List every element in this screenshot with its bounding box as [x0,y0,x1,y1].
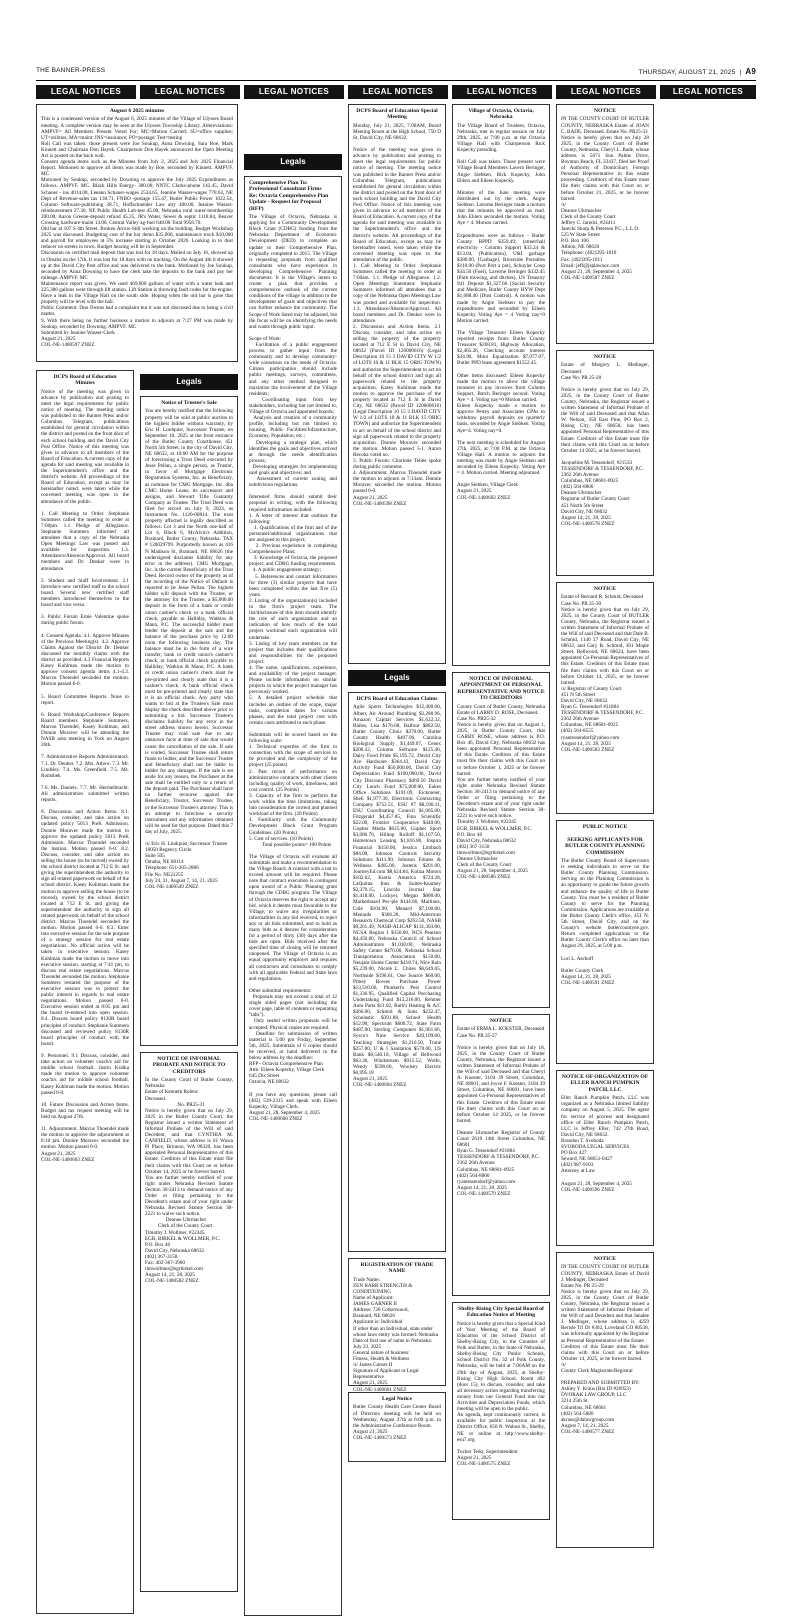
issue-date: THURSDAY, AUGUST 21, 2025 [638,69,736,76]
legal-notices-header: LEGAL NOTICES [556,85,656,99]
notice-body: IN THE COUNTY COURT OF BUTLER COUNTY, NEBRASKA Estate of JOAN C. BADE, Deceased. Estate No. PR25-33 Notice is hereby given that on July 28 2025, in the County Court of Butler County, Nebraska, Cheryl L. Bade, whose address is 5071 Sun Palms Drive, Boynton Beach, FL 33437, filed her Proof of Authority of Domiciliary Foreign Personal Representative in this estate proceeding. Creditors of this Estate must file their claims with this Court on or before October 21, 2025, or be forever barred. /s/ Deanne Uhrmacher Clerk of the County Court Jeffrey C. Jarecki, #24411 Jarecki Sharp & Petersen P.C., L.L.O. 525 W State Street P.O. Box 106 Albion, NE 68620 Telephone: (402)395-1010 Fax: (402)395-1011 Email: jeff@jsplawnoc.com August 21, 28, September 4, 2025 COL-NE-1400587 ZNEZ [561,116,649,281]
notice-legal [348,1392,446,1462]
page-masthead: THE BANNER-PRESS THURSDAY, AUGUST 21, 2025 | A9 [36,67,756,76]
notice-title: NOTICE [593,354,617,360]
notice-body: The Butler County Board of Supervisors is seeking individuals to serve on the Butler County Planning Commission. Serving on the Planning Commission is an opportunity to guide the future growth and enhance the quality of life in Butler County. You must be a resident of Butler County to serve for the Planning Commission. Applications are available at the Butler County Clerk's office, 451 N. 5th Street, David City, and on the County's website butlercountyne.gov. Return completed applications to the Butler County Clerk's office no later than August 29, 2025, at 5:00 p.m. Lori L. Aschoff Butler County Clerk August 14, 21, 28, 2025 COL-NE-1400591 ZNEZ [561,858,649,986]
notice-title: REGISTRATION OF TRADE NAME [360,1262,434,1275]
legal-notices-header: LEGAL NOTICES [36,85,136,99]
notice-koester-estate [452,1014,550,1296]
notice-dcps-claims [348,692,446,1252]
notice-body: Estate of ERMA L. KOESTER, Deceased Case No. PR 25-27 Notice is hereby given that on July 18, 2025, in the County Court of Butler County, Nebraska, the Registrar issued a written Statement of Informal Probate of the Will of said Deceased and that Cheryl A. Koester, 3104 39 Street, Columbus, NE 68601, and Joyce F. Koester, 3104 39 Street, Columbus, NE 68601, have been appointed Co-Personal Representatives of this Estate. Creditors of this Estate must file their claims with this Court on or before October 14 2025, or be forever barred. Deanne Uhrmacher Registrar of County Court 2610 14th Street Columbus, NE 68601 Ryan G. Tessendorf #21884 TESSENDORF & TESSENDORF, P.C. 2362 26th Avenue Columbus, NE 68601-0925 (402) 564-8800 ryantessendorf@yahoo.com August 14, 21, 28, 2025 COL-NE-1400579 ZNEZ [457,1026,545,1197]
notice-title: Notice of Trustee's Sale [161,400,217,406]
column-3 [244,104,342,1620]
column-2 [140,370,238,1620]
notice-title: Comprehensive Plan To: Professional Consultant Firms Re: Octavia Comprehensive Plan Update - Request for Proposal (RFP) [249,180,329,212]
notice-ulysses-minutes [36,104,238,362]
notice-title: NOTICE [593,1256,617,1262]
notice-medinger-david [556,1252,654,1548]
notice-probate [140,1052,238,1592]
notice-title: NOTICE OF ORGANIZATION OF ELLER RANCH PUMPKIN PATCH, LLC [561,1074,649,1093]
notice-body: The Village Board of Trustees, Octavia, Nebraska, met in regular session on July 29th, 2025, at 7:00 p.m. at the Octavia Village Hall with Chairperson Rick Kopecky presiding. Roll Call was taken. Those present were Village Board Members Lavern Beringer, Angie Siebken, Rick Kopecky, John Ehlers and Eileen Kopecky. Minutes of the June meeting were distributed out by the clerk. Angie Siebken. Laverne Beringer made a motion that the minutes be approved as read. John Ehlers seconded the motion. Voting Aye = 4. Motion carried. Expenditures were as follows - Butler County RPPD $359.49; (street/hall electricity - Column Support $33.24 & $13.04, (Publication), U&I garbage $380.00, (Garbage), Riverside Portables $110.00 (Port Port a pot), Schuyler Coop $34.50 (Fuel), Laverne Beringer $332.45 (Park mowing, and ditches), US Treasury 941 Deposit $1,327.66 (Social Security and Medicare, Butler County HYW Dept $1,688.40 (Dust Control). A motion was made by Angie Siebken to pay the expenditures and seconded by Eileen Kopecky Voting Aye = 4 Voting nay=0 Motion carried. The Village Treasurer Eileen Kopecky reported receipts from: Butler County Treasurer $268.81, Highway Allocation, $2,465.26, Checking account interest $34.90, Muni Equalization $7,077.07, Butler PPD lease agreement $1552.45. Other items discussed: Eileen Kopecky made the motion to allow the village treasurer to pay invoices from Column Support, Butch Beringer second. Voting Aye = 4. Voting nay=0 Motion carried. Eileen Kopecky made a motion to approve Petrey and Associates CPAs to withdraw payroll deposits on quarterly basis, seconded by Angie Siebken. Voting Aye=4. Voting nay=0. The next meeting is scheduled for August 27th, 2025, at 7:00 P.M. at the Octavia Village Hall. A motion to adjourn the meeting was made by Angie Siebken and seconded by Eileen Kopecky. Voting Aye = 4. Motion carried. Meeting adjourned. Angie Siebken, Village Clerk August 21, 2025 COL-NE-1400602 ZNEZ [457,122,545,501]
notice-body: This is a condensed version of the August 6, 2025 minutes of the Village of Ulysses Board meeting. A complete version may be seen at the Ulysses Township Library. Abbreviations: AMPVF= All Members Present Voted For; MC=Motion Carried; SU=office supplies; UT=utilities; MA=maint; INS=insurance; PO=postage; Test=testing Roll Call was taken: those present were Joe Soukup, Anna Downing, Sara Boe, Mark Kinnett and Chairman Don Hayek. Chairperson Don Hayek announced the Open Meeting Act is posted on the back wall. Consent agenda items such as the Minutes from July 2, 2025 and July 2025 Financial Report. Motioned to approve all items was made by Boe, seconded by Kinnett. AMPVF. MC Motioned by Soukup, seconded by Downing to approve the July 2025 Expenditures as follows. AMPVF. MC. Black Hills Energy- 380.00, NNTC Clarks-phone 142.45, David Schauer - ins 4014.00, Leeann Schauer-wages 2534.65, Jeanine Wasser-wages 778.62, NE Dept of Revenue-sales tax 130.71, FNBO -postage 155.47, Butler Public Power 1022.54, Column Software-publishing 38.71, Hoffschneider Law atty 400.00, Jeanine Wasser-reimbursement 27.30, NE Public Health Lab-test 45.00, Nebraska rural water-membership 200.00, Aaron Greene-deposit refund 45.25, JR's Water, Sewer & septic 1118.84, Beaver Crossing hardware-maint 13.08, Central Valley ag-fuel 648.08 Total 9958.70. Old bar at 107 S 4th Street. Broken Arrow-Still working on the building. Budget Workshop 2025 was discussed. Budgeting cost of the bar demo $35,000, maintenance truck $10,000 and payroll for employees at 5% increase starting in October 2026. Looking in to dust reducer on streets in town. Budget hearing will be in September. Discussion on certified mail deposit that was lost for 18 days. Mailed on July 16, showed up in Omaha on the 17th. It was lost for 18 days with no tracking. On the August 4th it showed up at the David City Post office and was delivered to the bank. Motioned by Joe Soukup, seconded by Anna Downing to have the clerk take the deposits to the bank and pay her mileage. AMPVF. MC Maintenance report was given. We used 469,000 gallons of water with a water leak and 225,386 gallons went through lift station. Lift Station is throwing fault codes for the engine. Have a leak in the Village Hall on the south side. Hoping when the old bar is gone that property will be level with the hall. Public Comment: Don Owens had a complaint but it was not discussed due to being a civil matter. 9. With there being no further business a motion to adjourn at 7:27 PM was made by Soukup, seconded by Downing. AMPVF. MC Submitted by Jeanine Wasser-Clerk August 21, 2025 COL-NE-1400597 ZNEZ [41,116,233,348]
legal-notices-header: LEGAL NOTICES [452,85,552,99]
notice-dcps-special [348,104,446,664]
notice-title: NOTICE OF INFORMAL APPOINTMENT OF PERSONAL REPRESENTATIVE AND NOTICE TO CREDITORS [457,676,545,702]
notice-eller-ranch [556,1070,654,1246]
notice-title: DCPS Board of Education Minutes [53,374,117,387]
notice-title: Shelby-Rising City Special Board of Education Notice of Meeting [458,1306,544,1319]
notice-body: You are hereby notified that the following property will be sold at public auction to the highest bidder without warranty, by Eric H. Lindquist, Successor Trustee, on September 10, 2025 at the front entrance of the Butler County Courthouse, 451 North 5th Street, in the city of David City, NE 68632, at 10:00 AM for the purpose of foreclosing a Trust Deed executed by Jesse Pellan, a single person, as Trustor, in favor of Mortgage Electronic Registration Systems, Inc. as Beneficiary, as nominee for CMG Mortgage, Inc. dba CMG Home Loans, its successors and assigns, and Stewart Title Guaranty Company as Trustee. The Trust Deed was filed for record on July 9, 2023, as Instrument No. 1120-00814. The trust property affected is legally described as follows: Lot 3 and the North one-half of Lot 4, Block 6, McAlvin's Addition, Brainard, Butler County, Nebraska. TAX # 120029799. Purportedly known as 416 N Madison St, Brainard, NE 68626 (the undersigned disclaims liability for any error in the address). CMG Mortgage, Inc. is the current Beneficiary of the Trust Deed. Record owner of the property as of the recording of the Notice of Default is reported to be Jesse Pellan. The highest bidder will deposit with the Trustee, or the attorney for the Trustee, a $5,000.00 deposit in the form of a bank or credit union cashier's check or a bank official check, payable to Halliday, Watkins & Mann, P.C. The successful bidder must tender the deposit at the sale and the balance of the purchase price by 12:00 noon the following business day. The balance must be in the form of a wire transfer, bank or credit union's cashier's check, or bank official check payable to Halliday, Watkins & Mann, P.C. A bank or credit union cashier's check must be pre-printed and clearly state that it is a cashier's check. A bank official check must be pre-printed and clearly state that it is an official check. Any party who wants to bid at the Trustee's Sale must display the check described above prior to submitting a bid. Successor Trustee's disclaims liability for any error in the street address shown herein. Successor Trustee may void sale due to any unknown facts at time of sale that would cause the cancellation of the sale. If sale is voided, Successor Trustee shall return funds to bidder, and the Successor Trustee and Beneficiary shall not be liable to bidder for any damages. If the sale is set aside for any reason, the Purchaser at the sale shall be entitled only to a return of the deposit paid. The Purchaser shall have no further recourse against the Beneficiary, Trustor, Successor Trustee, or the Successor Trustee's attorney. This is an attempt to foreclose a security instrument and any information obtained will be used for that purpose. Dated this 7 day of July, 2025. /s/ Eric H. Lindquist, Successor Trustee 10050 Regency Circle Suite 505 Omaha, NE 68114 Telephone: 651-205-2886 File No. NE21255 July 24, 31, August 7, 14, 21, 2025 COL-NE-1400549 ZNEZ [145,408,233,890]
legal-notices-header: LEGAL NOTICES [348,85,448,99]
notice-body: IN THE COUNTY COURT OF BUTLER COUNTY, NEBRASKA Estate of David J. Medinger, Deceased Estate No. PR 25-29 Notice is hereby given that on July 29, 2025, in the County Court of Butler County, Nebraska, the Registrar issued a written Statement of Informal Probate of the Will of said Decedent and that Janalee J. Medinger, whose address is 4259 Rerisle Trl Dr #302, Loveland CO 80538, was informally appointed by the Registrar as Personal Representative of the Estate. Creditors of this Estate must file their claims with this Court on or before October 14, 2025, or be forever barred. /s/ County Clerk Magistrate/Registrar PREPARED AND SUBMITTED BY: Ashley Y. Kraus (Bar ID #26923) DVORAK LAW GROUP, LLC 3214 25th St. Columbus, NE 68601 (402) 564-5880 akraus@dalawgroup.com August 7, 14, 21, 2025 COL-NE-1400577 ZNEZ [561,1264,649,1435]
notice-body: The Village of Octavia, Nebraska is applying for a Community Development Block Grant (CDBG) funding from the Nebraska Department of Economic Development (DED) to complete an update to their Comprehensive Plan, originally completed in 2015. The Village is requesting proposals from qualified consultants who have experience in developing Comprehensive Planning documents. It is the Village's intent to create a plan that provides a comprehensive outlook of the current conditions of the village in addition to the development of goals and objectives that can further enhance the community. The Scope of Work listed may be adjusted, but the focus will be on identifying the needs and wants through public input. Scope of Work: Facilitation of a public engagement process to gather input from the community and to develop community-wide consensus on the needs of Octavia. Citizen participation should include public meetings, surveys, committees, and any other method designed to maximize the involvement of the Village residents; Coordinating input from key stakeholders, including but not limited to, Village of Octavia and appointed boards; Analysis and creation of a community profile, including but not limited to housing, Public Facilities/Infrastructure, Economy, Population, etc.; Developing a strategic plan, which identifies the goals and objectives arrived at through the needs identification process; Developing strategies for implementing said goals and objectives; and Assessment of current zoning and subdivision regulations. Interested firms should submit their proposal in writing, with the following required information included: 1. A letter of interest that outlines the following: 1. Qualifications of the firm and of the personnel/additional organizations that are assigned to this project; 2. Previous experience in completing Comprehensive Plans; 3. Knowledge of Octavia, the proposed project, and CDBG funding requirements. 4. A public engagement strategy; 5. References and contact information for three (3) similar projects that have been completed within the last five (5) years. 2. Listing of the organization(s) included in the firm's project team. The list/disclosure of this item should identify the role of each organization and an indication of how much of the total project workload each organization will undertake. 3. Listing of key team members on the project that includes their qualifications and responsibilities for the proposed project. 4. The name, qualifications, experience, and availability of the project manager. Please include information on similar projects in which the project manager has previously worked. 5. A detailed project schedule that includes an outline of the scope, major tasks, completion dates for various phases, and the total project cost with certain costs attributed to each phase. Submittals will be scored based on the following scale: 1. Technical expertise of the firm in connection with the scope of services to be provided and the complexity of the project (25 points) 2. Past record of performance on administrative contracts with other clients including quality of work, timeliness, and cost control. (25 Points) 3. Capacity of the firm to perform the work within the time limitations, taking into consideration the current and planned workload of the firm. (20 Points) 4. Familiarity with the Community Development Block Grant Program Guidelines. (20 Points) 5. Cost of services. (10 Points) Total possible points= 100 Points The Village of Octavia will evaluate all submittals and make a recommendation to the Village Board. A contract with a not to exceed amount will be required. Please note that contract execution is contingent upon award of a Public Planning grant through the CDBG program. The Village of Octavia reserves the right to accept any bid, which it deems most favorable to the Village, to waive any irregularities or informalities in any bid received, to reject any or all bids submitted, and to hold as many bids as it desires for consideration for a period of thirty (30) days after the bids are open. Bids received after the specified time of closing will be returned unopened. The Village of Octavia is an equal opportunity employer and requires all contractors and consultants to comply with all applicable Federal and State laws and regulations. Other submittal requirements: Proposals may not exceed a total of 12 single sided pages (not including the cover page, table of contents or separating "tabs"). Only sealed written proposals will be accepted. Physical copies are required. Deadline for submission of written material is 5:00 pm Friday, September 5th, 2025. Submittals of 6 copies should be received, or hand delivered to the below address by the deadline: RFP - Octavia Comprehensive Plan Attn: Eileen Kopecky, Village Clerk 645 Dix Street Octavia, NE 68632 If you have any questions, please call (402) 539-2315 and speak with Eileen Kopecky, Village Clerk. August 21, 28, September 4, 2025 COL-NE-1400600 ZNEZ [249,214,338,1122]
notice-body: Estate of Margory L. Medinger, Deceased. Case No. PR 25-28 Notice is hereby given that on July 29, 2025, in the County Court of Butler County, Nebraska, the Registrar issued a written Statement of Informal Probate of the Will of said Deceased and that Allan W. Nelson, 350 East Pine, PO Box 2, Rising City, NE 68658, has been appointed Personal Representative of this Estate. Creditors of this Estate must file their claims with this Court on or before October 14 2025, or be forever barred. Jacqueline M. Tessendorf, #21533 TESSENDORF & TESSENDORF, P.C. 2362 26th Avenue Columbus, NE 68601-0925 (402) 564-8800 Deanne Uhrmacher Registrar of Butler County Court 451 North 5th Street David City, NE 68632 August 14, 21, 28, 2025 COL-NE-1400578 ZNEZ [561,362,649,527]
notice-body: Trade Name: ZEN BARR STRENGTH & CONDITIONING Name of Applicant: JAMES GARNER II Address: 720 Cottonwood, Brainard, NE 68626 Applicant is: Individual If other than an Individual, state under whose laws entity was formed: Nebraska Date of first use of name in Nebraska: July 23, 2025 General nature of business: Fitness, Health & Wellness /s/ James Garner II Signature of Applicant or Legal Representative August 21, 2025 COL-NE-1400601 ZNEZ [353,1276,439,1393]
notice-body: County Court of Butler County, Nebraska Estate of LARRY D. ROSE, Deceased. Case No. PR25-32 Notice is hereby given that on August 1, 2025, in Butler County Court, that GARRY ROSE, whose address is P.O. Box 46, David City, Nebraska 68632 has been appointed Personal Representative of this Estate. Creditors of this Estate must file their claims with this Court on or before October 1, 2025 or be forever barred. You are further hereby notified of your right under Nebraska Revised Statute Section 30-2413 to demand notice of any Order or filing pertaining to the Decedent's estate and of your right under Nebraska Revised Statute Section 30-2221 to waive such notice. Timothy J. Wollmer, #22345 EGR, BIRKEL & WOLLMER, P.C. P.O. Box 46 David City, Nebraska 68632 (402) 367-3158 timwollmer@egrbirkel.com Deanne Uhrmacher Clerk of the County Court August 21, 28, September 4, 2025 COL-NE-1400586 ZNEZ [457,703,545,881]
notice-title: NOTICE [593,586,617,592]
notice-body: Notice is hereby given that a Special Kind of Year Meeting of the Board of Education of the School District of Shelby-Rising City, in the Counties of Polk and Butler, in the State of Nebraska, Shelby-Rising City Public Schools, School District No. 32 of Polk County, Nebraska, will be held at 7:00AM on the 29th day of August, 2025, at Shelby-Rising City High School, Room 402 (door 15), to discuss, consider, and take all necessary action regarding transferring money from our General Fund into our Activities and Depreciation Funds, which meeting will be open to the public. An agenda, kept continuously current, is available for public inspection at the District Office, 650 N. Walnut St., Shelby, NE or online at http://www.shelby-esu7.org Tucker Teikr, Superintendent August 21, 2025 COL-NE-1400575 ZNEZ [457,1320,545,1467]
page-number: A9 [745,67,756,76]
notice-title: DCPS Board of Education Special Meeting [356,108,438,121]
notice-body: Estate of Bernard R. Schmid, Deceased Case No. PR 25-30 Notice is hereby given that on July 29, 2025, in the County Court of BUTLER County, Nebraska, the Registrar issued a written Statement of Informal Probate of the Will of said Deceased and that Dale B. Schmid, 1140 37 Road, David City, NE 68632, and Gary R. Schmid, 301 Maple Street, Bellwood, NE 68624, have been appointed Co-Personal Representatives of this Estate. Creditors of this Estate must file their claims with this Court on or before October 14, 2025, or be forever barred. /s/ Registrar of County Court 451 N 5th Street David City, NE 68632 Ryan G. Tessendorf #21884 TESSENDORF & TESSENDORF, P.C. 2362 26th Avenue Columbus, NE 68601-0925 (402) 564-8555 ryantessendorf@yahoo.com August 14, 21, 28, 2025 COL-NE-1400583 ZNEZ [561,594,649,753]
section-header-row [36,85,756,99]
legal-notices-header: LEGAL NOTICES [244,85,344,99]
notice-body: Agile Sports Technologies $12,400.00, Albers Air Around Plumbing $2,288.96, Amazon Capital Services $1,622.32, Bailes, Lisa $176.68, Balfour $882.50, Butler County Clinic $370.00, Butler County Health $407.96, Carolina Biological Supply $1,449.07, Cenex $206.32, Column Software $125.40, Dairy Food Pride $5,195.72, David City Ace Hardware $364.43, David City Activity Fund $50,000.00, David City Depreciation Fund $100,000.00, David City Discount Pharmacy $469.56 David City Lunch Fund $75,000.00, Eakes Office Solutions $191.09, Eickmeier, Sheli $1,977.30, Electronic Contracting Company $752.51, ESU #7 $8,190.11, ESU Coordinating Council $1,065.00, Fitzgerald $4,457.85, Finn Scientific $22.00, Frontier Cooperative $440.00, Gopher Media $625.00, Gopher Sport $3,086.76, Hilltop Rolloff $1,107.50, Hometown Leasing $1,816.86, Inspira Financial $150.00, Jessica Limbach $84.00, Johnson Controls Security Solutions $111.90, Johnson Fitness & Wellness $405.00, Jostens $201.00, JourneyEd.com $8,624.84, Kobza Motors $102.62, Kurtis America $724.28, LaQuinta Inns & Suites-Kearney $2,379.15, Lincoln Journal Star $1,418.00, Lockyer, Megan $800.00, Marketboard Pec-ple $144.66, Martinez, Cole $104.90, Menard $7,100.00, Menards $366.28, Mid-American Research Chemical Corp $263.50, NASB $9,261.49, NASB-ALICAP $131,303.00, NCSA Region I $150.00, NCS Pearson $4,450.00, Nebraska Council of School Administrators $1,010.00, Nebraska Safety Center $470.00, Nebraska School Transportation Association $150.00, Neujahr Home Center $418.74, Nice Rain $5,239.00, Nicole L. Chiles $6,649.05, Northside $196.61, One Source $60.00, Pitney Bowes Purchase Power $13,510.66, Plunkett's Pest Control $1,336.95, Qualified Capital Purchasing Undertaking Fund $13,216.00, Rehmer Auto Parts $11.82, Ruth's Heating & A/C $366.00, Schmid & Sons $232.47, Scholastic $391.88, School Health $12.90, Spectrum $600.72, State Farm $487.00, Sterling Computers $1,961.66, Sysco's Nine Service $20,109.60, Teaching Strategies $1,210.50, Trane $257.00, U & I Sanitation $570.00, US Bank $6,540.18, Village of Bellwood $63.30, Windstream $915.52, Wolfe, Wendy $598.60, Woolsey Electric $6,995.18 August 21, 2025 COL-NE-1400604 ZNEZ [353,704,441,1089]
masthead-rule [36,80,756,81]
notice-body: Notice of the meeting was given in advance by publication and posting to meet the legal requirements for public notice of meeting. The meeting notice was published in the Banner Press and/or Columbus Telegram, publications established for general circulation within the district and posted on the front door of each school building and the David City Post Office. Notice of this meeting was given in advance to all members of the Board of Education. A current copy of the agenda for said meeting was available in the Superintendent's office and the district's website. All proceedings of the Board of Education, except as may be hereinafter noted, were taken while the convened meeting was open to the attendance of the public. 1. Call Meeting to Order. Stephanie Summers called the meeting to order at 7:00pm. 1.1 Pledge of Allegiance. Stephanie Summers informed all attendees that a copy of the Nebraska Open Meetings Law was posted and available for inspection. 1.3. Attendance/Absence/Approval. All board members and Dr. Denker were in attendance. 2. Student and Staff Involvement. 2.1 Introduce new certified staff to the school board. Several new certified staff members introduced themselves to the board and vice versa. 3. Public Forum Ernie Valentine spoke during public forum. 4. Consent Agenda. 4.1. Approve Minutes of the Previous Meeting(s). 4.2. Approve Claims Against the District Dr. Denker discussed the monthly claims with the district as provided. 4.3 Financial Reports Kasey Kuhlman made the motion to approve consent agenda items 4.1-4.3. Marcus Thoendel seconded the motion. Motion passed 6-0. 5. Board Committee Reports. None to report. 6. Board Workshop/Conference Reports Board members Stephanie Summers, Marcus Thoendel, Kasey Kuhlman, and Donnie Moravec will be attending the NASB area meeting in York on August 26th. 7. Administrative Reports Administrators. 7.1. Dr. Denker. 7.2. Mrs. Athow. 7.3. Mr. Lindsley. 7.4. Ms. Greenfield. 7.5. Ms. Romshek 7.6. Ms. Daniels. 7.7. Mr. Hermelbracht. All administration submitted written reports. 8. Discussion and Action Items. 8.1. Discuss, consider, and take action on updated policy 5013 PreK Admission. Donnie Moravec made the motion to approve the updated policy 5013 PreK Admission. Marcus Thoendel seconded the motion. Motion passed 6-0. 8.2. Discuss, consider, and take action on selling the house (to be moved) owned by the school district located at 712 E St. and giving the superintendent the authority to sign all related paperwork on behalf of the school district. Kasey Kuhlman made the motion to approve selling the house (to be moved), owned by the school district located at 712 E St. and giving the superintendent the authority to sign all related paperwork on behalf of the school district. Marcus Thoendel seconded the motion. Motion passed 6-0. 8.3. Enter into executive session for the sole purpose of a strategy session for real estate negotiations. No official action will be taken in executive session. Kasey Kuhlman made the motion to move into executive session, starting at 7:41 pm, to discuss real estate negotiations. Marcus Thoendel seconded the motion. Stephanie Summers restated the purpose of the executive session was to protect the public interest in regards to real estate negotiations. Motion passed 6-0. Executive session ended at 8:05 pm and the board re-entered into open session. 8.4. Discuss board policy 8130R board principles of conduct. Stephanie Summers discussed and reviewed policy 8130R board principles of conduct with the board. 9. Personnel. 9.1 Discuss, consider, and take action on volunteer coach/s aid for middle school football. Justin Kralka made the motion to approve volunteer coach/s aid for middle school football. Kasey Kuhlman made the motion. Motion passed 6-0. 10. Future Discussion and Action Items. Budget and tax request meeting will be held on August 27th. 11. Adjournment. Marcus Thoendel made the motion to approve the adjournment at 8:10 pm. Donnie Moravec seconded the motion. Motion passed 6-0. August 21, 2025 COL-NE-1400603 ZNEZ [41,388,130,1163]
notice-schmid-estate [556,582,654,814]
legals-bar: Legals [348,670,446,686]
notice-trustee-sale [140,396,238,1046]
notice-octavia-village [452,104,550,666]
column-1-2-top [36,104,238,366]
notice-trade-name [348,1258,446,1393]
column-1 [36,370,134,1620]
paper-name: THE BANNER-PRESS [36,67,106,74]
notice-comp-plan-rfp [244,176,342,1616]
legals-bar: Legals [244,154,342,170]
notice-medinger-estate [556,350,654,576]
column-4 [348,104,446,1620]
notice-shelby-rising [452,1302,550,1520]
legal-notices-header: LEGAL NOTICES [660,85,756,99]
legals-bar: Legals [140,374,238,390]
column-6 [556,104,654,1620]
notice-title: August 6 2025 minutes [109,108,165,114]
notice-title: PUBLIC NOTICE SEEKING APPLICANTS FOR BUTLER COUNTY PLANNING COMMISSION [565,824,645,856]
legal-notices-header: LEGAL NOTICES [140,85,240,99]
notice-body: Butler County Health Care Center Board of Directors meeting will be held on Wednesday, August 27th at 6:00 p.m. in the Administrative Conference Room. August 21, 2025 COL-NE-1400573 ZNEZ [353,1404,441,1441]
notice-title: NOTICE [489,1018,513,1024]
notice-dcps-minutes [36,370,134,1614]
notice-title: NOTICE [593,108,617,114]
notice-title: Legal Notice [382,1396,412,1402]
notice-informal-appointment [452,672,550,1008]
notice-bade-estate [556,104,654,344]
notice-title: DCPS Board of Education Claims [356,696,438,702]
notice-title: Village of Octavia, Octavia, Nebraska [468,108,534,121]
notice-title: NOTICE OF INFORMAL PROBATE AND NOTICE TO CREDITORS [152,1056,226,1075]
notice-body: Monday, July 21, 2025, 7:00AM, Board Meeting Room at the High School, 750 D St, David City, NE 68632. Notice of the meeting was given in advance by publication and posting to meet the legal requirements for public notice of meeting. The meeting notice was published in the Banner Press and/or Columbus Telegram, publications established for general circulation within the district and posted on the front door of each school building and the David City Post Office. Notice of this meeting was given in advance to all members of the Board of Education. A current copy of the agenda for said meeting was available in the Superintendent's office and the district's website. All proceedings of the Board of Education, except as may be hereinafter noted, were taken while the convened meeting was open to the attendance of the public. 1. Call Meeting to Order. Stephanie Summers called the meeting to order at 7:00am. 1.1. Pledge of Allegiance. 1.2. Open Meetings Statement: Stephanie Summers informed all attendees that a copy of the Nebraska Open Meetings Law was posted and available for inspection. 1.3. Attendance/Absence/Approval. All board members and Dr. Denker were in attendance. 2. Discussion and Action Items. 2.1 Discuss, consider, and take action on selling the property of the property located at 712 E St in David City, NE 68632 (Parcel ID 120000616) (Legal Description 10 15 3 DAVID CITY W 1/2 of LOTS 10 & 11 BLK 15 ORIG TOWN) and authorize the Superintendent to act on behalf of the school district and sign all paperwork related to the property acquisition. Kasey Kuhlman made the motion to approve the purchase of the property located at 712 E St in David City, NE 68632 (Parcel ID 120000616) (Legal Description 10 15 3 DAVID CITY W 1/2 of LOTS 10 & 11 BLK 15 ORIG TOWN) and authorize the Superintendent to act on behalf of the school district and sign all paperwork related to the property acquisition. Donnie Moravec seconded the motion. Motion passed 5-1. Aaron Recoha voted no. 3. Public Forum: Charlotte Tebbe spoke during public comment. 4. Adjournment. Marcus Thoendel made the motion to adjourn at 7:13am. Donnie Moravec seconded the motion. Motion passed 6-0. August 21, 2025 COL-NE-1400598 ZNEZ [353,122,441,507]
column-5 [452,104,550,1620]
notice-body: Eller Ranch Pumpkin Patch, LLC was organized as a Nebraska limited liability company on August 5, 2025. The agent for service of process and designated office of Eller Ranch Pumpkin Patch, LLC is Jeffrey Eller, 742 27th Road, David City, NE 68632. Brandon T. Svoboda SVOBODA LEGAL SERVICES PO Box 427 Seward, NE 68651-0427 (402) 987-9103 Attorney at Law August 21, 28, September 4, 2025 COL-NE-1400596 ZNEZ [561,1095,649,1193]
notice-planning-commission [556,820,654,1064]
notice-body: In the County Court of Butler County, Nebraska Estate of Kenneth Rolenc Deceased. No. PR25-31 Notice is hereby given that on July 29, 2025 in the Butler County Court, the Registrar issued a written Statement of Informal Probate of the Will of said Decedent, and that CYNTHIA M. CANFIELD, whose address is 61 Wawa Pl Place, Brinnon, WA 98320, has been appointed Personal Representative of this Estate. Creditors of this Estate must file their claims with this Court on or before October 14, 2025 or be forever barred. You are further hereby notified of your right under Nebraska Revised Statute Section 30-2413 to demand notice of any Order or filing pertaining to the Decedent's estate and of your right under Nebraska Revised Statute Section 30-2221 to waive such notice. Deanne Uhrmacher Clerk of the County Court Timothy J. Wollmer, #22345 EGR, BIRKEL & WOLLMER, P.C. P.O. Box 46 David City, Nebraska 68632 (402) 367-3158 Fax: 402-367-3900 timwollmer@egrbirkel.com August 14, 21, 28, 2025 COL-NE-1400582 ZNEZ [145,1077,233,1285]
